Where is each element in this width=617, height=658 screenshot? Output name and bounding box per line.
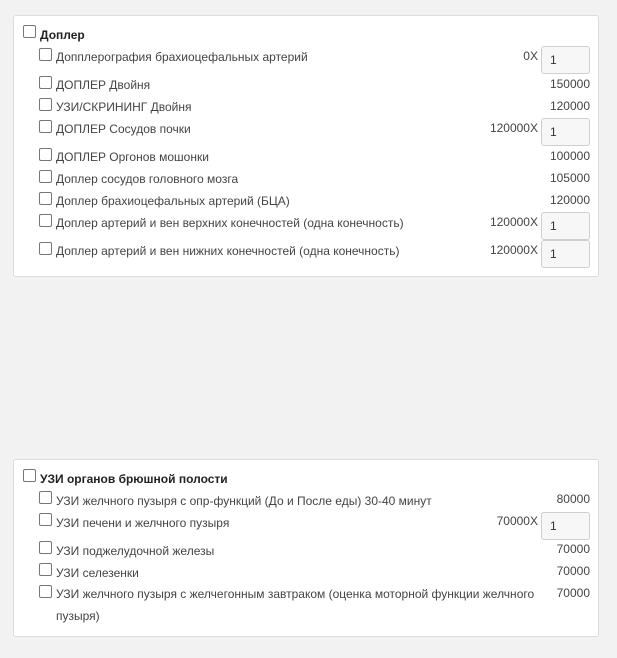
multiply-sign: X: [529, 121, 538, 135]
uzi-abdominal-panel: [13, 459, 599, 637]
service-label: УЗИ поджелудочной железы: [56, 544, 215, 558]
service-label: ДОПЛЕР Оргонов мошонки: [56, 150, 209, 164]
service-price: 120000: [549, 99, 590, 113]
multiply-sign: X: [529, 49, 538, 63]
service-label: УЗИ селезенки: [56, 566, 139, 580]
service-label: ДОПЛЕР Двойня: [56, 78, 151, 92]
service-label: ДОПЛЕР Сосудов почки: [56, 122, 191, 136]
service-price: 100000: [549, 149, 590, 163]
service-checkbox[interactable]: [39, 541, 52, 554]
service-price-multiplier: [523, 49, 538, 63]
service-price-multiplier: [497, 514, 538, 528]
service-label: Доплер артерий и вен верхних конечностей (одна конечность): [56, 216, 404, 230]
service-price: 70000: [556, 542, 590, 556]
service-label: Доплер брахиоцефальных артерий (БЦА): [56, 194, 290, 208]
doppler-panel: [13, 15, 599, 277]
service-label: Доплер артерий и вен нижних конечностей (одна конечность): [56, 244, 400, 258]
service-checkbox[interactable]: [39, 513, 52, 526]
service-checkbox[interactable]: [39, 563, 52, 576]
service-checkbox[interactable]: [39, 148, 52, 161]
service-price-multiplier: [490, 215, 538, 229]
service-checkbox[interactable]: [39, 491, 52, 504]
doppler-category-title: Доплер: [40, 28, 85, 42]
doppler-category-checkbox[interactable]: [23, 25, 36, 38]
quantity-input[interactable]: [541, 240, 590, 268]
service-price: 120000: [489, 243, 530, 257]
service-price: 70000: [496, 514, 530, 528]
service-label: УЗИ печени и желчного пузыря: [56, 516, 230, 530]
uzi-category-checkbox[interactable]: [23, 469, 36, 482]
quantity-input[interactable]: [541, 118, 590, 146]
service-price: 0: [523, 49, 530, 63]
quantity-input[interactable]: [541, 212, 590, 240]
service-price: 120000: [489, 121, 530, 135]
service-price: 70000: [556, 586, 590, 600]
service-checkbox[interactable]: [39, 214, 52, 227]
service-checkbox[interactable]: [39, 585, 52, 598]
service-checkbox[interactable]: [39, 48, 52, 61]
service-label: УЗИ желчного пузыря с желчегонным завтраком (оценка моторной функции желчного пузыря): [56, 587, 535, 623]
quantity-input[interactable]: [541, 512, 590, 540]
service-price: 150000: [549, 77, 590, 91]
multiply-sign: X: [529, 243, 538, 257]
service-price: 80000: [556, 492, 590, 506]
service-checkbox[interactable]: [39, 76, 52, 89]
service-checkbox[interactable]: [39, 192, 52, 205]
service-price-multiplier: [490, 243, 538, 257]
service-label: УЗИ желчного пузыря с опр-функций (До и После еды) 30-40 минут: [56, 494, 432, 508]
service-label: Доплер сосудов головного мозга: [56, 172, 239, 186]
service-label: Допплерография брахиоцефальных артерий: [56, 50, 308, 64]
multiply-sign: X: [529, 514, 538, 528]
service-checkbox[interactable]: [39, 98, 52, 111]
service-price: 120000: [489, 215, 530, 229]
service-checkbox[interactable]: [39, 170, 52, 183]
service-price-multiplier: [490, 121, 538, 135]
multiply-sign: X: [529, 215, 538, 229]
service-checkbox[interactable]: [39, 120, 52, 133]
service-price: 120000: [549, 193, 590, 207]
service-checkbox[interactable]: [39, 242, 52, 255]
service-price: 70000: [556, 564, 590, 578]
service-price: 105000: [549, 171, 590, 185]
service-label: УЗИ/СКРИНИНГ Двойня: [56, 100, 192, 114]
quantity-input[interactable]: [541, 46, 590, 74]
uzi-category-title: УЗИ органов брюшной полости: [40, 472, 228, 486]
